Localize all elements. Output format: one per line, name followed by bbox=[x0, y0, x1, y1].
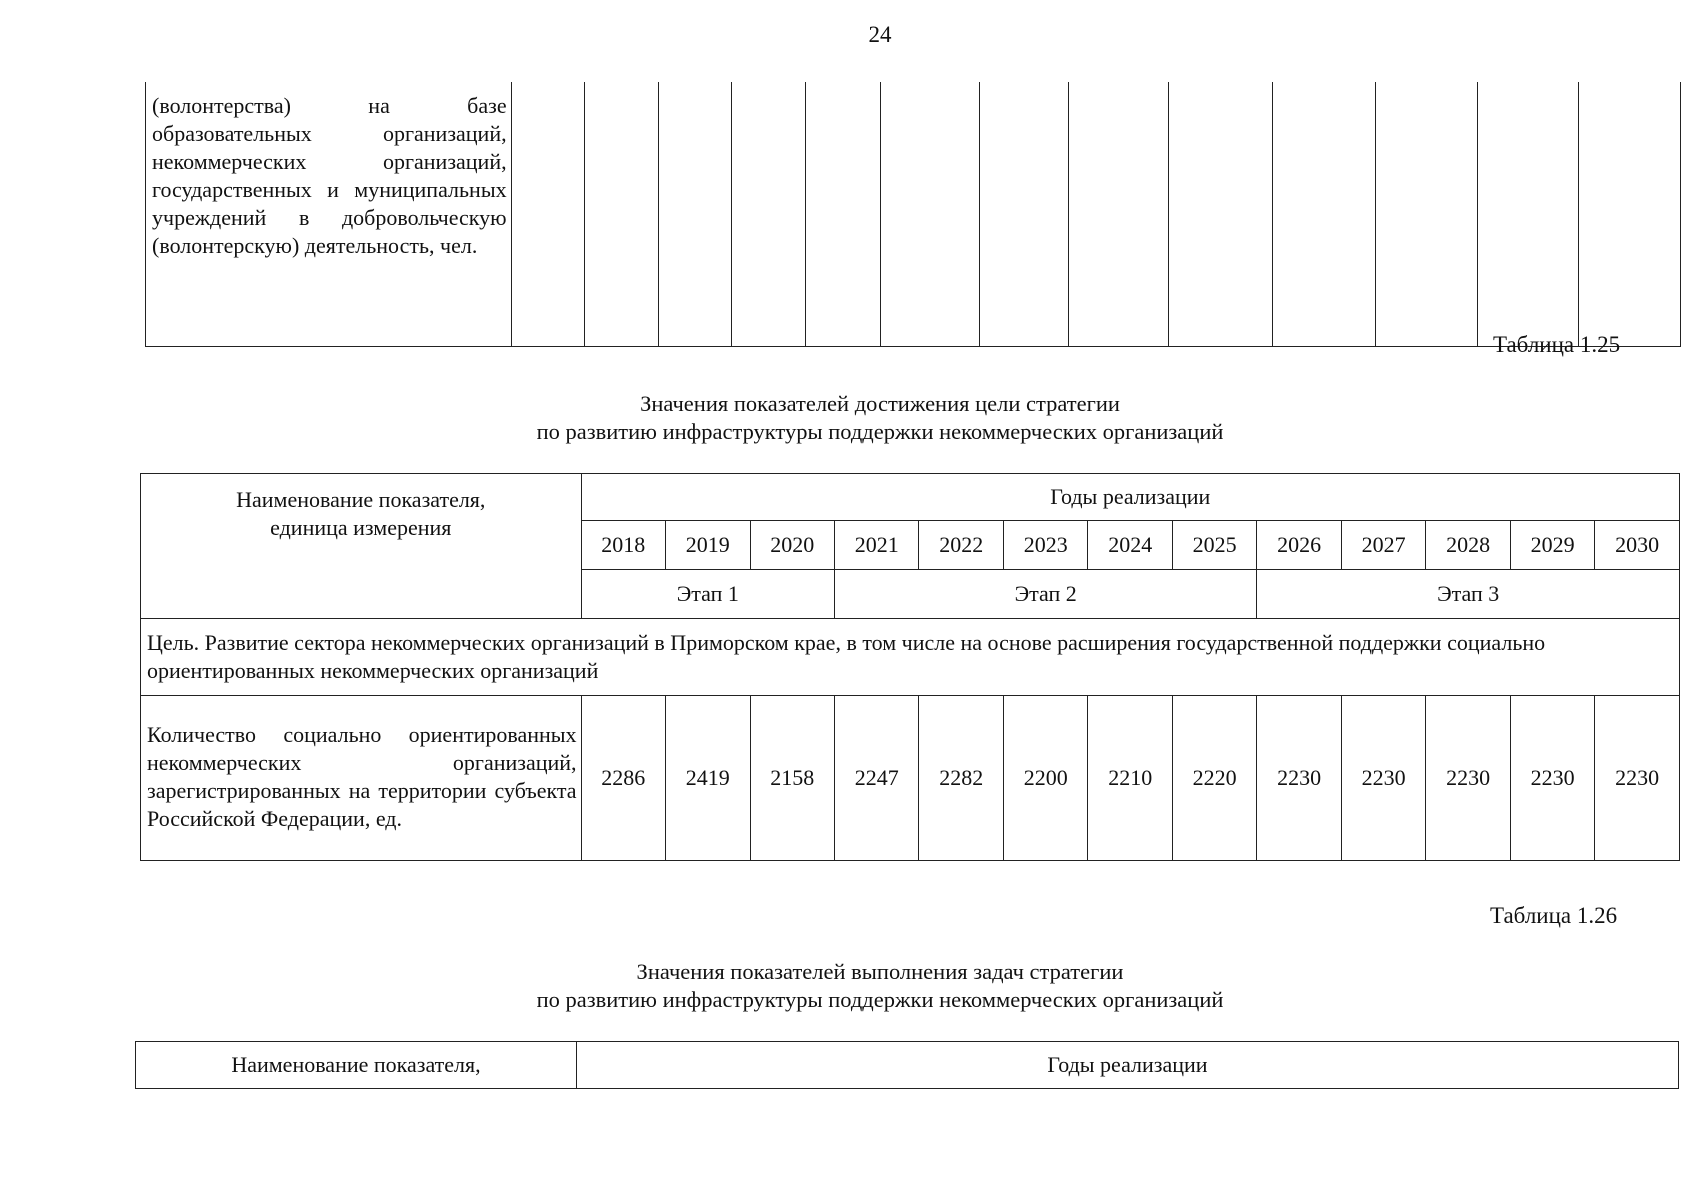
year-cell: 2019 bbox=[666, 521, 750, 570]
value-cell: 2419 bbox=[666, 696, 750, 861]
empty-cell bbox=[511, 82, 585, 347]
value-cell: 2230 bbox=[1595, 696, 1680, 861]
header-years: Годы реализации bbox=[581, 474, 1679, 521]
value-cell: 2286 bbox=[581, 696, 665, 861]
empty-cell bbox=[1272, 82, 1375, 347]
header-indicator-name bbox=[141, 474, 582, 619]
goal-cell: Цель. Развитие сектора некоммерческих организаций в Приморском крае, в том числе на основе расширения государственной поддержки социально ориентированных некоммерческих организаций bbox=[141, 619, 1680, 696]
table-title-line: по развитию инфраструктуры поддержки некоммерческих организаций bbox=[536, 987, 1224, 1012]
year-cell: 2020 bbox=[750, 521, 834, 570]
value-cell: 2200 bbox=[1003, 696, 1087, 861]
continued-table bbox=[145, 82, 1681, 347]
year-cell: 2023 bbox=[1003, 521, 1087, 570]
table-title-line: Значения показателей достижения цели стратегии bbox=[640, 391, 1120, 416]
value-cell: 2230 bbox=[1341, 696, 1425, 861]
value-cell: 2230 bbox=[1510, 696, 1594, 861]
table-title bbox=[0, 390, 1699, 446]
continued-row bbox=[146, 82, 1681, 347]
table-caption: Таблица 1.25 bbox=[1493, 332, 1621, 357]
year-cell: 2018 bbox=[581, 521, 665, 570]
stage-cell: Этап 1 bbox=[581, 570, 834, 619]
year-cell: 2029 bbox=[1510, 521, 1594, 570]
empty-cell bbox=[1375, 82, 1478, 347]
table-title bbox=[0, 958, 1699, 1014]
header-row bbox=[141, 474, 1680, 521]
value-cell: 2210 bbox=[1088, 696, 1172, 861]
year-cell: 2027 bbox=[1341, 521, 1425, 570]
value-cell: 2247 bbox=[835, 696, 919, 861]
header-name-line: единица измерения bbox=[270, 515, 452, 540]
tasks-indicators-table bbox=[135, 1041, 1679, 1089]
value-cell: 2230 bbox=[1426, 696, 1510, 861]
year-cell: 2024 bbox=[1088, 521, 1172, 570]
empty-cell bbox=[805, 82, 881, 347]
empty-cell bbox=[979, 82, 1068, 347]
goal-row bbox=[141, 619, 1680, 696]
stage-cell: Этап 3 bbox=[1257, 570, 1680, 619]
empty-cell bbox=[1068, 82, 1169, 347]
empty-cell bbox=[732, 82, 806, 347]
year-cell: 2022 bbox=[919, 521, 1003, 570]
header-indicator-name: Наименование показателя, bbox=[136, 1042, 577, 1089]
stage-cell: Этап 2 bbox=[835, 570, 1257, 619]
empty-cell bbox=[881, 82, 980, 347]
year-cell: 2028 bbox=[1426, 521, 1510, 570]
empty-cell bbox=[658, 82, 732, 347]
header-row bbox=[136, 1042, 1679, 1089]
year-cell: 2021 bbox=[835, 521, 919, 570]
year-cell: 2026 bbox=[1257, 521, 1341, 570]
table-title-line: Значения показателей выполнения задач стратегии bbox=[636, 959, 1124, 984]
table-caption: Таблица 1.26 bbox=[1490, 903, 1618, 928]
table-title-line: по развитию инфраструктуры поддержки некоммерческих организаций bbox=[536, 419, 1224, 444]
year-cell: 2025 bbox=[1172, 521, 1256, 570]
year-cell: 2030 bbox=[1595, 521, 1680, 570]
value-cell: 2282 bbox=[919, 696, 1003, 861]
indicator-name-cell: Количество социально ориентированных некоммерческих организаций, зарегистрированных на территории субъекта Российской Федерации, ед. bbox=[141, 696, 582, 861]
value-cell: 2158 bbox=[750, 696, 834, 861]
empty-cell bbox=[1478, 82, 1579, 347]
indicator-name-cell: (волонтерства) на базе образовательных организаций, некоммерческих организаций, государственных и муниципальных учреждений в добровольческую (волонтерскую) деятельность, чел. bbox=[146, 82, 512, 347]
indicator-row bbox=[141, 696, 1680, 861]
empty-cell bbox=[1579, 82, 1681, 347]
empty-cell bbox=[1169, 82, 1273, 347]
empty-cell bbox=[585, 82, 659, 347]
header-years: Годы реализации bbox=[577, 1042, 1679, 1089]
page-number: 24 bbox=[868, 22, 892, 47]
header-name-line: Наименование показателя, bbox=[236, 487, 486, 512]
indicators-table bbox=[140, 473, 1680, 861]
value-cell: 2230 bbox=[1257, 696, 1341, 861]
value-cell: 2220 bbox=[1172, 696, 1256, 861]
